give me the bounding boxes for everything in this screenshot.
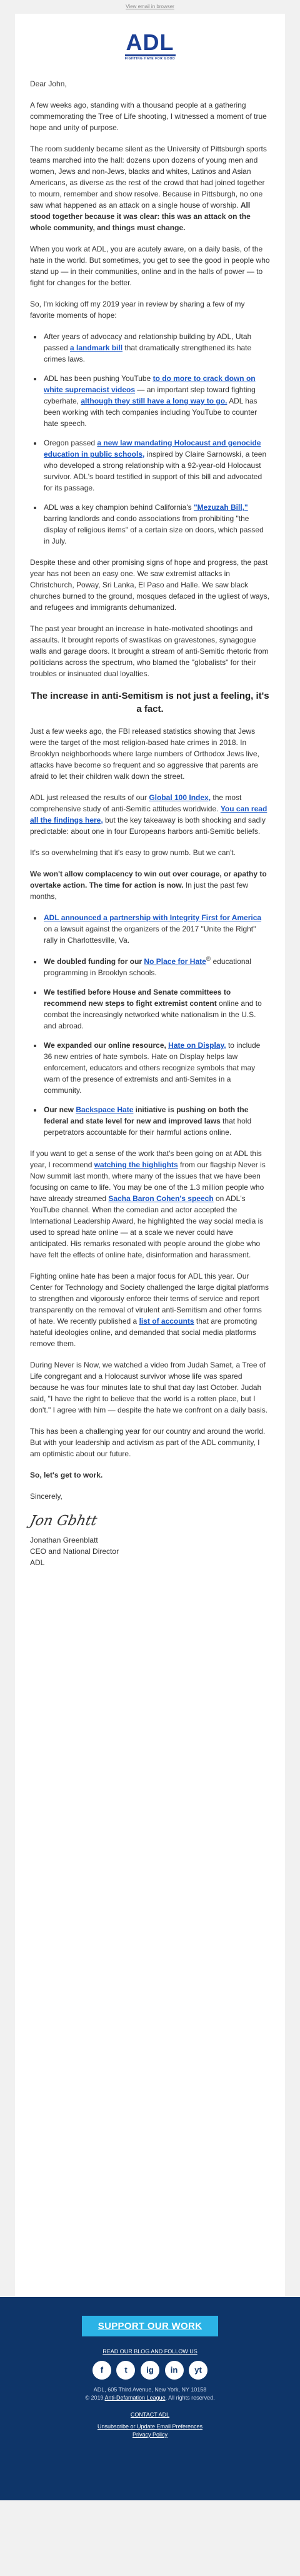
hate-on-display-link[interactable]: Hate on Display, bbox=[168, 1041, 226, 1050]
paragraph-12-text: Fighting online hate has been a major focus for ADL this year. Our Center for Technology and Society challenged the large digital platforms to strengthen and vigorously enforce their terms of service and report transparently on the removal of virulent anti-Semitism and other forms of hate. We recently published a bbox=[30, 1272, 269, 1326]
unsubscribe-link[interactable]: Unsubscribe or Update Email Preferences bbox=[97, 2423, 203, 2430]
paragraph-2-bold: All stood together because it was clear: this was an attack on the whole community, and things must change. bbox=[30, 201, 251, 232]
paragraph-1: A few weeks ago, standing with a thousand people at a gathering commemorating the Tree of Life shooting, I witnessed a moment of true hope and unity of purpose. bbox=[30, 101, 267, 132]
blog-follow-link[interactable]: READ OUR BLOG AND FOLLOW US bbox=[102, 2348, 198, 2355]
paragraph-9: It's so overwhelming that it's easy to grow numb. But we can't. bbox=[30, 848, 236, 857]
hope-item-text: — an important step toward fighting cyberhate, bbox=[44, 385, 256, 405]
twitter-icon[interactable]: t bbox=[116, 2361, 135, 2380]
paragraph-14: This has been a challenging year for our country and around the world. But with your leadership and activism as part of the ADL community, I am optimistic about our future. bbox=[30, 1427, 266, 1458]
signer-title: CEO and National Director bbox=[30, 1547, 119, 1556]
paragraph-8-text: the most comprehensive study of anti-Semitic attitudes worldwide. bbox=[30, 793, 242, 813]
logo-block bbox=[30, 31, 270, 62]
footer bbox=[0, 2297, 300, 2500]
paragraph-12-text: that are promoting hateful ideologies online, and demanded that social media platforms remove them. bbox=[30, 1317, 258, 1348]
paragraph-10-bold: We won't allow complacency to win out over courage, or apathy to overtake action. The time for action is now. bbox=[30, 870, 267, 890]
hope-item-text: ADL was a key champion behind California's bbox=[44, 503, 194, 512]
hope-item-text: that dramatically strengthened its hate crimes laws. bbox=[44, 343, 252, 363]
youtube-icon[interactable]: yt bbox=[189, 2361, 208, 2380]
action-item-text: that hold perpetrators accountable for their harmful actions online. bbox=[44, 1117, 252, 1137]
support-our-work-button[interactable]: SUPPORT OUR WORK bbox=[82, 2316, 218, 2336]
action-item-text: educational programming in Brooklyn schools. bbox=[44, 957, 251, 977]
paragraph-10-text: In just the past few months, bbox=[30, 881, 248, 901]
email-card bbox=[15, 14, 285, 2297]
paragraph-7: Just a few weeks ago, the FBI released statistics showing that Jews were the target of the most religion-based hate crimes in 2018. In Brooklyn neighborhoods where large numbers of Orthodox Jews live, attacks have become so frequent and so aggressive that parents are afraid to let their children walk down the street. bbox=[30, 727, 259, 781]
action-item-no-place-for-hate bbox=[42, 954, 270, 978]
hope-item-text: After years of advocacy and relationship building by ADL, Utah passed bbox=[44, 332, 252, 352]
instagram-icon[interactable]: ig bbox=[141, 2361, 159, 2380]
backspace-hate-link[interactable]: Backspace Hate bbox=[76, 1105, 134, 1114]
paragraph-8-text: ADL just released the results of our bbox=[30, 793, 149, 802]
facebook-icon[interactable]: f bbox=[92, 2361, 111, 2380]
paragraph-12 bbox=[30, 1270, 270, 1349]
hope-item-youtube bbox=[42, 373, 270, 429]
action-item-lawsuit bbox=[42, 912, 270, 946]
paragraph-11-text: on ADL's YouTube channel. When the comedian and actor accepted the International Leadership Award, he highlighted the way social media is used to spread hate online — at a scale we never could have anticipated. His remarks resonated with people around the globe who have felt the effects of online hate, disinformation and harassment. bbox=[30, 1194, 264, 1259]
watch-highlights-link[interactable]: watching the highlights bbox=[94, 1160, 178, 1169]
paragraph-2 bbox=[30, 143, 270, 233]
mezuzah-bill-link[interactable]: "Mezuzah Bill," bbox=[193, 503, 248, 512]
footer-copyright bbox=[0, 2394, 300, 2402]
hope-item-california bbox=[42, 502, 270, 547]
integrity-first-link[interactable]: ADL announced a partnership with Integrity First for America bbox=[44, 913, 262, 922]
registered-mark: ® bbox=[206, 956, 211, 963]
paragraph-10 bbox=[30, 868, 270, 902]
action-item-hate-on-display bbox=[42, 1040, 270, 1096]
signer-org: ADL bbox=[30, 1558, 45, 1567]
adl-home-link[interactable]: Anti-Defamation League bbox=[104, 2395, 166, 2401]
action-item-bold: initiative is pushing on both the federal and state level for new and improved laws bbox=[44, 1105, 249, 1125]
signature-block bbox=[30, 1512, 270, 1568]
action-item-text: on a lawsuit against the organizers of the 2017 "Unite the Right" rally in Charlottesville, Va. bbox=[44, 925, 256, 945]
linkedin-icon[interactable]: in bbox=[165, 2361, 184, 2380]
paragraph-8-text: but the key takeaway is both shocking and sadly predictable: about one in four Europeans harbors anti-Semitic beliefs. bbox=[30, 816, 266, 836]
footer-address: ADL, 605 Third Avenue, New York, NY 10158 bbox=[93, 2386, 207, 2393]
hope-list bbox=[30, 331, 270, 547]
no-place-for-hate-link[interactable]: No Place for Hate bbox=[144, 957, 206, 966]
actions-list bbox=[30, 912, 270, 1138]
paragraph-5: Despite these and other promising signs of hope and progress, the past year has not been an easy one. We saw extremist attacks in Christchurch, Poway, Sri Lanka, El Paso and Halle. We saw black churches burned to the ground, mosques defaced in the ugliest of ways, and refugees and immigrants dehumanized. bbox=[30, 558, 269, 612]
action-item-bold: We doubled funding for our bbox=[44, 957, 144, 966]
paragraph-13: During Never is Now, we watched a video from Judah Samet, a Tree of Life congregant and a Holocaust survivor whose life was spared because he was four minutes late to shul that day last October. Judah said, "I have the right to believe that the world is a rotten place, but I don't." I agree with him — despite the hate we confront on a daily basis. bbox=[30, 1361, 268, 1414]
adl-logo[interactable]: ADL bbox=[126, 29, 174, 55]
landmark-bill-link[interactable]: a landmark bill bbox=[70, 343, 123, 352]
copyright-suffix: . All rights reserved. bbox=[165, 2395, 215, 2401]
social-links bbox=[0, 2361, 300, 2380]
view-in-browser-link[interactable]: View email in browser bbox=[126, 4, 174, 9]
paragraph-11-text: from our flagship Never is Now summit last month, where many of the issues that we have been focusing on came to life. You may be one of the 1.3 million people who have already streamed bbox=[30, 1160, 266, 1203]
preheader bbox=[0, 0, 300, 14]
hope-item-text: Oregon passed bbox=[44, 439, 98, 447]
action-item-backspace-hate bbox=[42, 1104, 270, 1138]
paragraph-8 bbox=[30, 792, 270, 837]
paragraph-11 bbox=[30, 1148, 270, 1260]
paragraph-6: The past year brought an increase in hate-motivated shootings and assaults. It brought reports of swastikas on gravestones, synagogue walls and garage doors. It brought a stream of anti-Semitic rhetoric from politicians across the spectrum, who blamed the "globalists" for their troubles or insinuated dual loyalties. bbox=[30, 624, 269, 678]
paragraph-4: So, I'm kicking off my 2019 year in review by sharing a few of my favorite moments of hope: bbox=[30, 300, 245, 320]
hope-item-text: inspired by Claire Sarnowski, a teen who developed a strong relationship with a 92-year-old Holocaust survivor. ADL's board testified in support of this bill and advocated for its passage. bbox=[44, 450, 267, 492]
action-item-text: to include 36 new entries of hate symbols. Hate on Display helps law enforcement, educators and others recognize symbols that may warn of the presence of extremists and anti-Semites in a community. bbox=[44, 1041, 261, 1095]
read-findings-link[interactable]: You can read all the findings here, bbox=[30, 804, 268, 824]
youtube-crackdown-link[interactable]: to do more to crack down on white supremacist videos bbox=[44, 374, 256, 394]
closing: Sincerely, bbox=[30, 1492, 62, 1501]
action-item-bold: We testified before House and Senate committees to recommend new steps to fight extremist content bbox=[44, 988, 231, 1008]
holocaust-education-link[interactable]: a new law mandating Holocaust and genocide education in public schools, bbox=[44, 439, 261, 459]
action-item-text: online and to combat the increasingly networked white nationalism in the U.S. and abroad. bbox=[44, 999, 262, 1030]
signer-name: Jonathan Greenblatt bbox=[30, 1536, 98, 1544]
paragraph-2-text: The room suddenly became silent as the University of Pittsburgh sports teams marched into the hall: dozens upon dozens of young men and women, Jews and non-Jews, blacks and whites, Latinos and Asian Americans, as diverse as the rest of the crowd that had joined together to mourn, remember and show resolve. Because in Pittsburgh, no one saw what happened as an attack on a single house of worship. bbox=[30, 145, 267, 210]
hope-item-text: ADL has been pushing YouTube bbox=[44, 374, 153, 383]
signature-image: Jon Gbhtt bbox=[28, 1513, 99, 1529]
copyright-prefix: © 2019 bbox=[85, 2395, 105, 2401]
sacha-baron-cohen-speech-link[interactable]: Sacha Baron Cohen's speech bbox=[108, 1194, 214, 1203]
global-100-link[interactable]: Global 100 Index, bbox=[149, 793, 211, 802]
section-heading: The increase in anti-Semitism is not just a feeling, it's a fact. bbox=[31, 691, 269, 714]
greeting: Dear John, bbox=[30, 79, 67, 88]
privacy-policy-link[interactable]: Privacy Policy bbox=[132, 2431, 168, 2438]
call-to-work: So, let's get to work. bbox=[30, 1471, 103, 1479]
paragraph-15 bbox=[30, 1469, 270, 1481]
paragraph-11-text: If you want to get a sense of the work that's been going on at ADL this year, I recommend bbox=[30, 1149, 262, 1169]
contact-adl-link[interactable]: CONTACT ADL bbox=[130, 2411, 170, 2418]
hope-item-oregon bbox=[42, 437, 270, 494]
hope-item-text: barring landlords and condo associations from prohibiting "the display of religious items" of a certain size on doors, which passed in July. bbox=[44, 514, 264, 545]
action-item-bold: Our new bbox=[44, 1105, 76, 1114]
paragraph-3: When you work at ADL, you are acutely aware, on a daily basis, of the hate in the world. But sometimes, you get to see the good in people who stand up — in their communities, online and in the halls of power — to fight for changes for the better. bbox=[30, 245, 270, 287]
long-way-to-go-link[interactable]: although they still have a long way to go. bbox=[81, 397, 228, 405]
action-item-testimony bbox=[42, 986, 270, 1032]
action-item-bold: We expanded our online resource, bbox=[44, 1041, 169, 1050]
hope-item-text: ADL has been working with tech companies including YouTube to counter hate speech. bbox=[44, 397, 258, 428]
footer-links bbox=[0, 2423, 300, 2439]
list-of-accounts-link[interactable]: list of accounts bbox=[139, 1317, 194, 1326]
hope-item-utah bbox=[42, 331, 270, 365]
logo-tagline: FIGHTING HATE FOR GOOD bbox=[124, 57, 176, 61]
